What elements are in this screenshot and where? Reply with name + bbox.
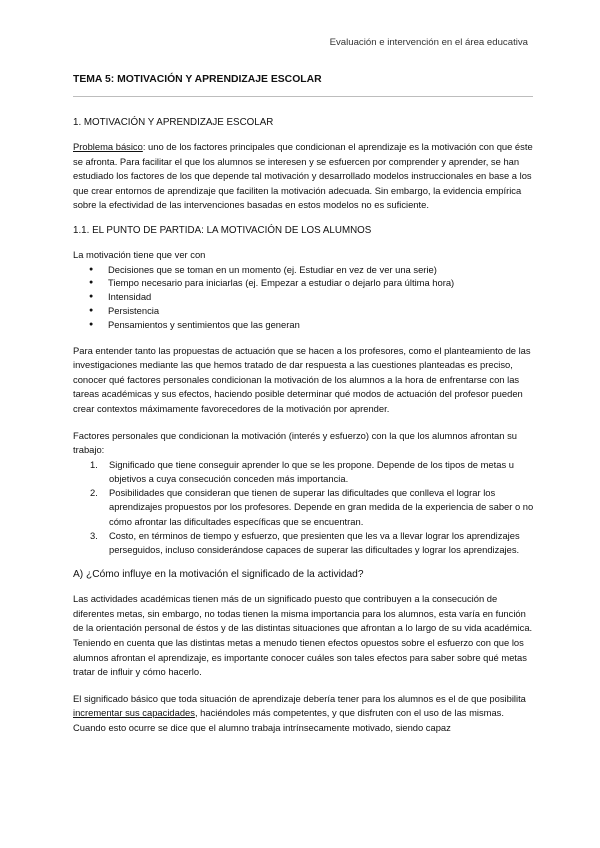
underlined-term: Problema básico [73,141,143,152]
page-title: TEMA 5: MOTIVACIÓN Y APRENDIZAJE ESCOLAR [73,74,322,85]
motivation-intro: La motivación tiene que ver con [73,248,206,260]
numbered-item [73,529,535,557]
paragraph-text: , haciéndoles más competentes, y que disfruten con el uso de las mismas. Cuando esto ocurre se dice que el alumno trabaja intrínsecamente motivado, siendo capaz [73,707,504,733]
item-number: 3. [90,529,98,541]
numbered-item [73,458,535,486]
numbered-item [73,486,535,529]
underlined-term: incrementar sus capacidades [73,707,195,719]
bullet-item: ● Tiempo necesario para iniciarlas (ej. Empezar a estudiar o dejarlo para última hora) [73,276,535,290]
title-divider [73,96,533,97]
item-number: 1. [90,458,98,470]
bullet-item: ● Pensamientos y sentimientos que las generan [73,318,535,332]
item-text: Costo, en términos de tiempo y esfuerzo, que presienten que les va a llevar lograr los aprendizajes perseguidos, incluso considerándose capaces de superar las dificultades y lograr los aprendizajes. [109,529,520,555]
paragraph-problema-basico [73,140,535,213]
section-heading-1-1: 1.1. EL PUNTO DE PARTIDA: LA MOTIVACIÓN DE LOS ALUMNOS [73,224,372,236]
paragraph-actividades: Las actividades académicas tienen más de un significado puesto que contribuyen a la consecución de diferentes metas, sin embargo, no todas tienen la misma importancia para los alumnos, esta varía en función de la orientación personal de éstos y de las distintas situaciones que afrontan a lo largo de su vida académica. Teniendo en cuenta que las distintas metas a menudo tienen efectos opuestos sobre el esfuerzo con que los alumnos afrontan el aprendizaje, es importante conocer cuáles son tales efectos para saber sobre qué metas tratar de influir y cómo hacerlo. [73,593,533,678]
item-text: Significado que tiene conseguir aprender lo que se les propone. Depende de los tipos de metas u objetivos a cuya consecución conceden más importancia. [109,458,514,484]
paragraph-text: El significado básico que toda situación de aprendizaje debería tener para los alumnos es el de que posibilita [73,692,526,704]
bullet-item: ● Decisiones que se toman en un momento (ej. Estudiar en vez de ver una serie) [73,263,535,277]
document-body [73,117,535,735]
section-heading-1: 1. MOTIVACIÓN Y APRENDIZAJE ESCOLAR [73,117,274,128]
item-number: 2. [90,487,98,499]
paragraph-factores: Factores personales que condicionan la motivación (interés y esfuerzo) con la que los alumnos afrontan su trabajo: [73,429,517,456]
item-text: Posibilidades que consideran que tienen de superar las dificultades que conlleva el lograr los aprendizajes propuestos por los profesores. Depende en gran medida de la experiencia de saber o no cómo afrontar las dificultades específicas que se encuentran. [109,487,534,527]
paragraph-entender: Para entender tanto las propuestas de actuación que se hacen a los profesores, como el planteamiento de las investigaciones mediante las que hemos tratado de dar respuesta a las cuestiones planteadas es preciso, conocer qué factores personales condicionan la motivación de los alumnos a la hora de enfrentarse con las tareas académicas y sus efectos, haciendo posible determinar qué modos de actuación del profesor pueden crear contextos máximamente favorecedores de la motivación por aprender. [73,344,531,414]
paragraph-text: : uno de los factores principales que condicionan el aprendizaje es la motivación con que éste se afronta. Para facilitar el que los alumnos se interesen y se esfuercen por comprender y aprender, se han estudiado los factores de los que depende tal motivación y desarrollado modelos instruccionales en base a los que crear entornos de aprendizaje que faciliten la motivación adecuada. Sin embargo, la evidencia empírica sobre la efectividad de las intervenciones basadas en estos modelos no es suficiente. [73,141,533,211]
motivation-bullet-list [73,263,535,332]
section-heading-a: A) ¿Cómo influye en la motivación el significado de la actividad? [73,569,364,581]
paragraph-significado-basico [73,692,535,736]
course-header: Evaluación e intervención en el área educativa [329,37,528,48]
factors-numbered-list [73,458,535,557]
bullet-item: ● Persistencia [73,304,535,318]
bullet-item: ● Intensidad [73,290,535,304]
